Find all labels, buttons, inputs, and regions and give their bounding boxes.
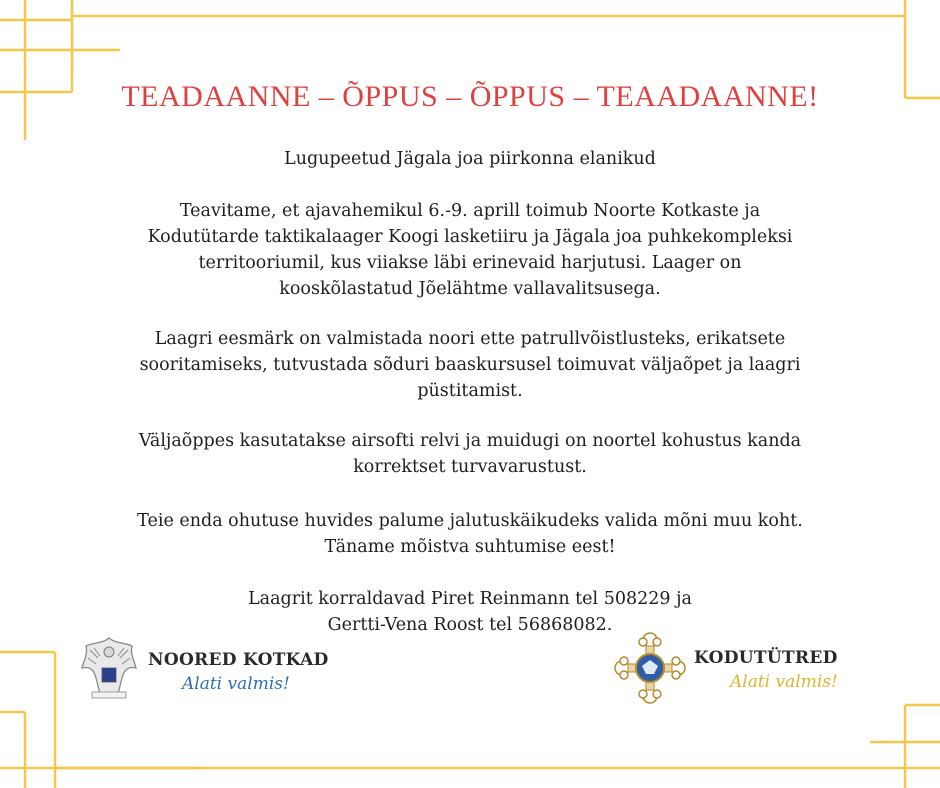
clover-cross-emblem-icon <box>612 628 688 708</box>
paragraph-safety <box>60 508 880 560</box>
text-line: Kodutütarde taktikalaager Koogi lasketiiru ja Jägala joa puhkekompleksi <box>147 227 793 247</box>
text-line: Laagri eesmärk on valmistada noori ette patrullvõistlusteks, erikatsete <box>154 329 786 349</box>
eagle-emblem-icon <box>78 634 140 700</box>
noored-kotkad-slogan: Alati valmis! <box>182 674 290 694</box>
text-line: korrektset turvavarustust. <box>353 457 587 477</box>
text-line: kooskõlastatud Jõelähtme vallavalitsusega. <box>279 279 661 299</box>
text-line: sooritamiseks, tutvustada sõduri baaskursusel toimuvat väljaõpet ja laagri <box>139 355 801 375</box>
announcement-title: TEADAANNE – ÕPPUS – ÕPPUS – TEAADAANNE! <box>121 80 819 113</box>
kodututred-slogan: Alati valmis! <box>730 672 838 692</box>
greeting <box>60 146 880 172</box>
text-line: Laagrit korraldavad Piret Reinmann tel 508229 ja <box>248 589 692 609</box>
noored-kotkad-name: NOORED KOTKAD <box>148 650 329 670</box>
text-line: Gertti-Vena Roost tel 56868082. <box>327 615 613 635</box>
text-line: Teavitame, et ajavahemikul 6.-9. aprill toimub Noorte Kotkaste ja <box>179 201 761 221</box>
paragraph-schedule <box>60 198 880 302</box>
kodututred-logo <box>612 628 892 708</box>
text-line: Täname mõistva suhtumise eest! <box>324 537 616 557</box>
text-line: Teie enda ohutuse huvides palume jalutuskäikudeks valida mõni muu koht. <box>137 511 803 531</box>
paragraph-purpose <box>60 326 880 404</box>
text-line: püstitamist. <box>417 381 523 401</box>
text-line: territooriumil, kus viiakse läbi erinevaid harjutusi. Laager on <box>198 253 742 273</box>
greeting-text: Lugupeetud Jägala joa piirkonna elanikud <box>284 149 656 169</box>
text-line: Väljaõppes kasutatakse airsofti relvi ja muidugi on noortel kohustus kanda <box>138 431 802 451</box>
noored-kotkad-logo <box>78 632 358 702</box>
kodututred-name: KODUTÜTRED <box>694 648 838 668</box>
paragraph-equipment <box>60 428 880 480</box>
